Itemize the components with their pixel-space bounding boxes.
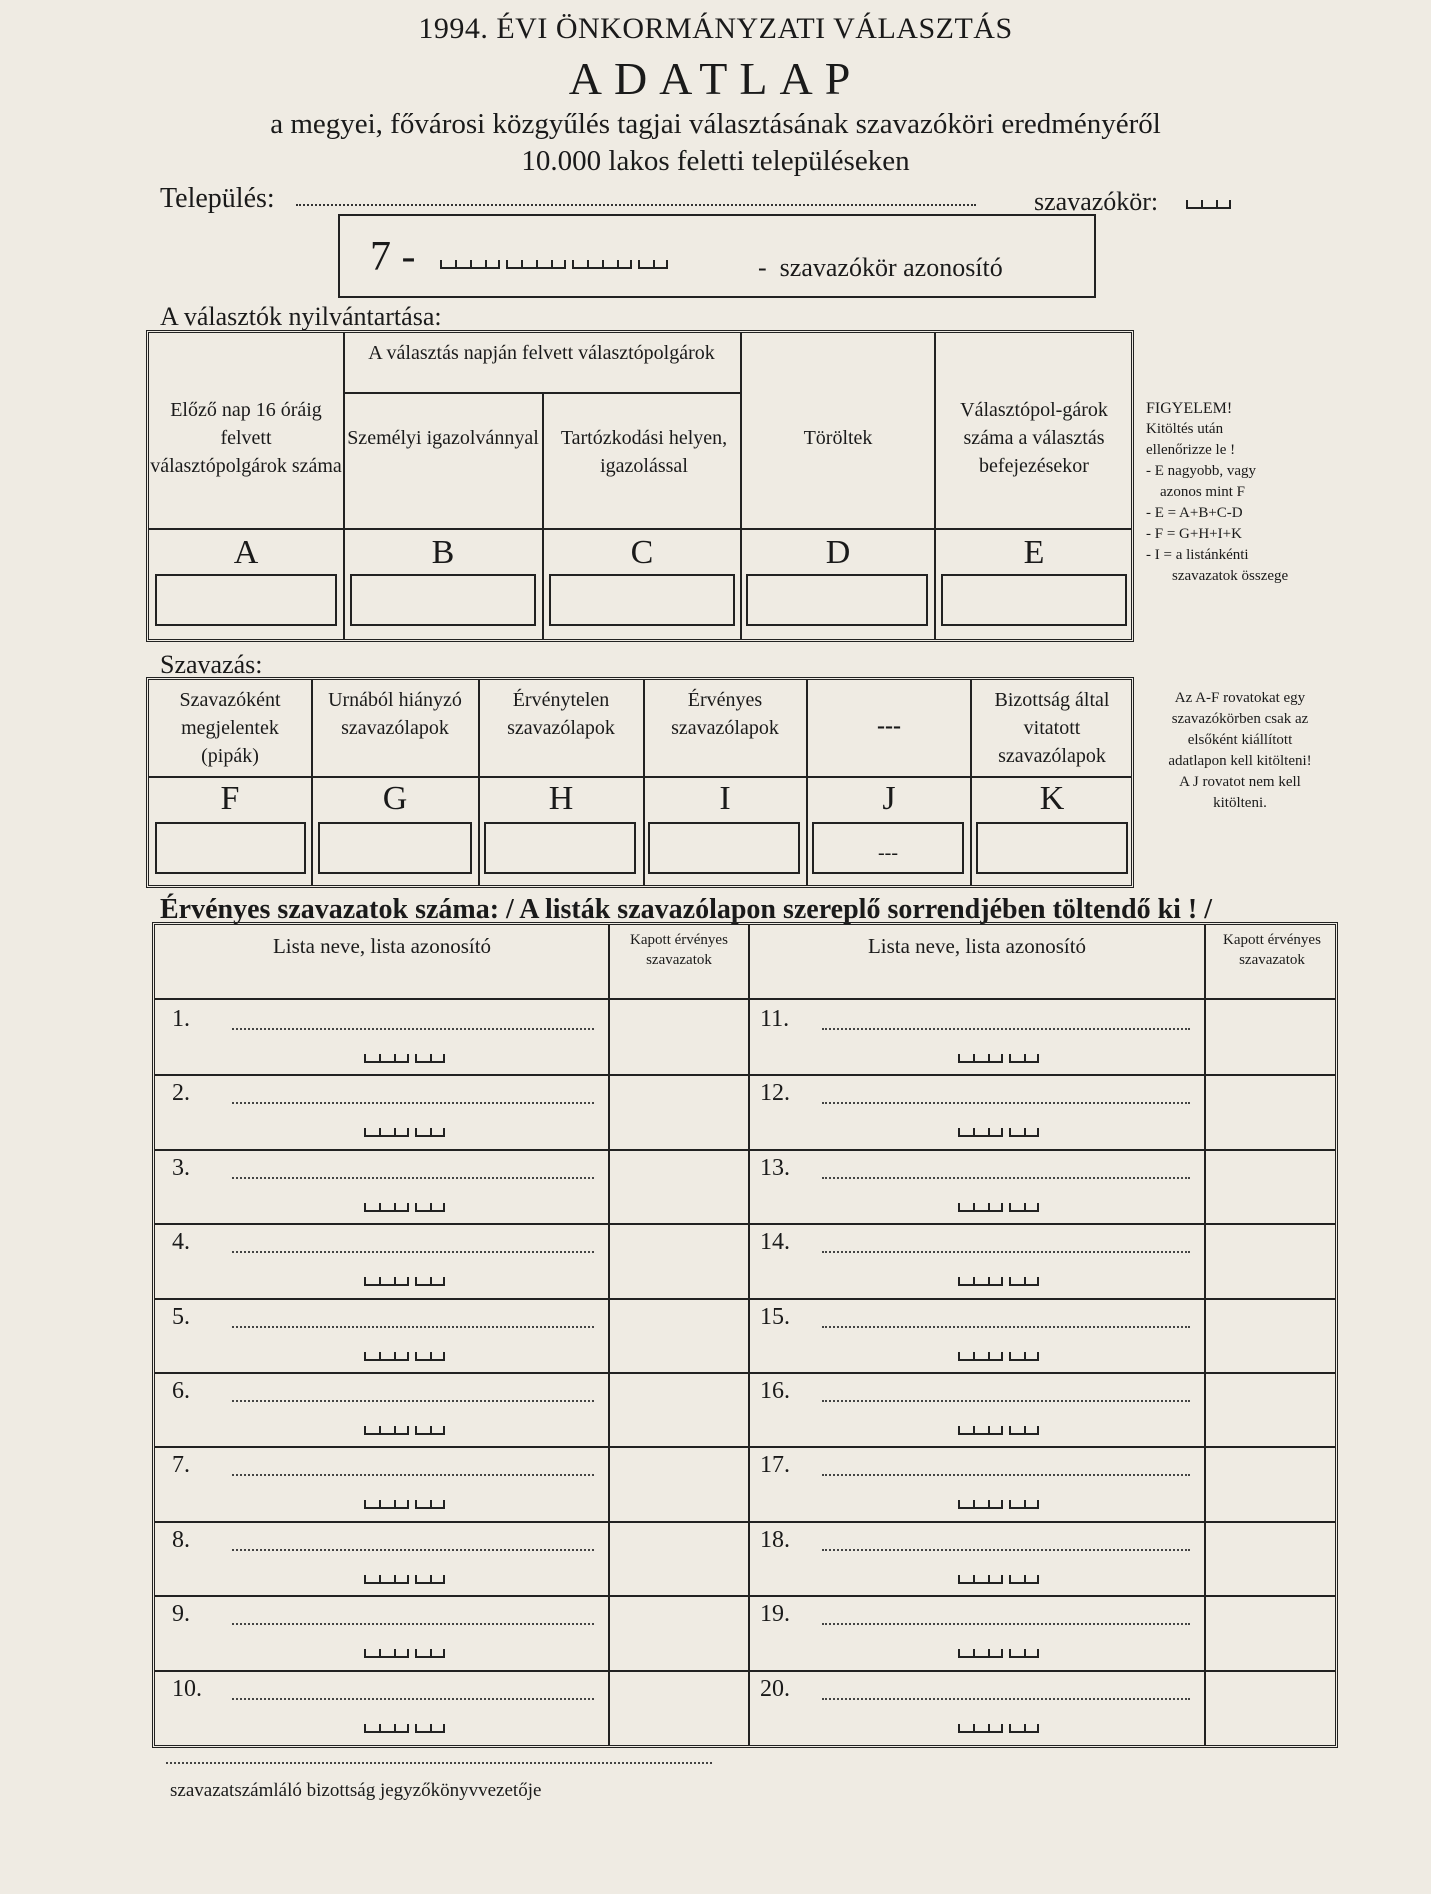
row-divider: [155, 1521, 1335, 1523]
list-id-field[interactable]: [958, 1128, 1045, 1137]
form-subtitle-population: 10.000 lakos feletti településeken: [521, 145, 910, 177]
votes-field[interactable]: [612, 1599, 744, 1665]
row-number: 6.: [172, 1378, 190, 1404]
form-year-heading: 1994. ÉVI ÖNKORMÁNYZATI VÁLASZTÁS: [418, 12, 1013, 45]
row-number: 14.: [760, 1229, 790, 1255]
row-number: 13.: [760, 1155, 790, 1181]
row-number: 18.: [760, 1527, 790, 1553]
precinct-id-label-text: szavazókör azonosító: [779, 253, 1003, 282]
precinct-id-field[interactable]: [440, 260, 674, 269]
col-f-input[interactable]: [155, 822, 306, 874]
votes-field[interactable]: [1208, 1599, 1334, 1665]
list-name-field[interactable]: [232, 1698, 594, 1700]
col-f-letter: F: [220, 780, 240, 817]
list-name-field[interactable]: [232, 1623, 594, 1625]
signature-label: szavazatszámláló bizottság jegyzőkönyvvezetője: [170, 1780, 542, 1801]
row-number: 7.: [172, 1452, 190, 1478]
list-id-field[interactable]: [364, 1426, 451, 1435]
list-name-field[interactable]: [232, 1102, 594, 1104]
row-number: 3.: [172, 1155, 190, 1181]
votes-header-right: Kapott érvényes szavazatok: [1223, 932, 1321, 968]
col-c-label: Tartózkodási helyen, igazolással: [560, 427, 728, 477]
votes-field[interactable]: [612, 1302, 744, 1368]
col-d-input[interactable]: [746, 574, 928, 626]
votes-field[interactable]: [1208, 1450, 1334, 1516]
col-i-label: Érvényes szavazólapok: [671, 689, 779, 739]
list-id-field[interactable]: [958, 1500, 1045, 1509]
votes-field[interactable]: [1208, 1227, 1334, 1293]
voting-section-title: Szavazás:: [160, 650, 263, 679]
form-title: ADATLAP: [568, 53, 863, 104]
list-id-field[interactable]: [364, 1500, 451, 1509]
row-number: 20.: [760, 1676, 790, 1702]
list-name-field[interactable]: [232, 1549, 594, 1551]
list-id-field[interactable]: [958, 1575, 1045, 1584]
col-f-label: Szavazóként megjelentek (pipák): [179, 689, 281, 767]
votes-field[interactable]: [1208, 1525, 1334, 1591]
col-j-input: [812, 822, 964, 874]
votes-field[interactable]: [1208, 1674, 1334, 1740]
col-k-letter: K: [1039, 780, 1065, 817]
registration-group-header: A választás napján felvett választópolgárok: [368, 342, 715, 364]
list-id-field[interactable]: [958, 1649, 1045, 1658]
votes-field[interactable]: [612, 1525, 744, 1591]
col-j-input-placeholder: ---: [878, 842, 898, 864]
list-name-field[interactable]: [822, 1474, 1190, 1476]
row-number: 1.: [172, 1006, 190, 1032]
col-i-letter: I: [719, 780, 731, 817]
list-id-field[interactable]: [958, 1724, 1045, 1733]
list-id-field[interactable]: [364, 1649, 451, 1658]
col-h-label: Érvénytelen szavazólapok: [507, 689, 615, 739]
col-d-letter: D: [825, 534, 851, 571]
list-id-field[interactable]: [364, 1128, 451, 1137]
votes-field[interactable]: [612, 1674, 744, 1740]
list-id-field[interactable]: [364, 1575, 451, 1584]
row-number: 2.: [172, 1080, 190, 1106]
votes-field[interactable]: [612, 1376, 744, 1442]
list-name-field[interactable]: [822, 1623, 1190, 1625]
list-name-field[interactable]: [822, 1251, 1190, 1253]
row-divider: [155, 1670, 1335, 1672]
row-number: 17.: [760, 1452, 790, 1478]
list-id-field[interactable]: [958, 1277, 1045, 1286]
registration-section-title: A választók nyilvántartása:: [160, 302, 442, 331]
list-id-field[interactable]: [364, 1054, 451, 1063]
votes-field[interactable]: [1208, 1078, 1334, 1144]
votes-field[interactable]: [612, 1227, 744, 1293]
precinct-id-label: [758, 253, 1003, 283]
col-a-letter: A: [233, 534, 259, 571]
precinct-id-prefix: 7 -: [370, 234, 416, 280]
list-name-field[interactable]: [822, 1102, 1190, 1104]
col-e-input[interactable]: [941, 574, 1127, 626]
row-number: 4.: [172, 1229, 190, 1255]
col-h-letter: H: [548, 780, 574, 817]
votes-field[interactable]: [612, 1153, 744, 1219]
list-name-field[interactable]: [232, 1251, 594, 1253]
votes-field[interactable]: [1208, 1376, 1334, 1442]
col-j-letter: J: [882, 780, 896, 817]
registration-warning-note: FIGYELEM! Kitöltés után ellenőrizze le ! - E nagyobb, vagy azonos mint F - E = A+B+C-D - F = G+H+I+K - I = a listánkénti szavazatok összege: [1146, 400, 1289, 584]
votes-field[interactable]: [1208, 1004, 1334, 1070]
row-divider: [155, 1595, 1335, 1597]
row-divider: [155, 1446, 1335, 1448]
col-g-label: Urnából hiányzó szavazólapok: [328, 689, 462, 739]
votes-header-left: Kapott érvényes szavazatok: [630, 932, 728, 968]
col-a-label: Előző nap 16 óráig felvett választópolgárok száma: [150, 399, 342, 477]
col-a-input[interactable]: [155, 574, 337, 626]
col-c-input[interactable]: [549, 574, 735, 626]
precinct-number-field[interactable]: [1186, 200, 1237, 209]
row-number: 9.: [172, 1601, 190, 1627]
col-b-input[interactable]: [350, 574, 536, 626]
col-j-label: ---: [877, 713, 901, 739]
row-number: 8.: [172, 1527, 190, 1553]
list-name-field[interactable]: [232, 1028, 594, 1030]
list-name-field[interactable]: [232, 1177, 594, 1179]
row-number: 5.: [172, 1304, 190, 1330]
col-k-input[interactable]: [976, 822, 1128, 874]
list-name-field[interactable]: [822, 1326, 1190, 1328]
row-divider: [155, 1372, 1335, 1374]
list-id-field[interactable]: [958, 1352, 1045, 1361]
list-name-field[interactable]: [822, 1400, 1190, 1402]
col-c-letter: C: [630, 534, 654, 571]
voting-instruction-note: Az A-F rovatokat egy szavazókörben csak az elsőként kiállított adatlapon kell kitölteni! A J rovatot nem kell kitölteni.: [1168, 690, 1312, 811]
settlement-field[interactable]: [296, 204, 976, 206]
row-divider: [155, 1074, 1335, 1076]
votes-field[interactable]: [1208, 1153, 1334, 1219]
col-e-label: Választópol-gárok száma a választás befejezésekor: [960, 399, 1108, 477]
list-id-field[interactable]: [364, 1277, 451, 1286]
list-id-field[interactable]: [958, 1426, 1045, 1435]
precinct-id-dash: -: [758, 253, 767, 282]
list-name-field[interactable]: [232, 1326, 594, 1328]
valid-votes-section-title: Érvényes szavazatok száma: / A listák szavazólapon szereplő sorrendjében töltendő ki ! /: [160, 894, 1213, 925]
list-name-field[interactable]: [232, 1400, 594, 1402]
col-h-input[interactable]: [484, 822, 636, 874]
col-b-label: Személyi igazolvánnyal: [347, 427, 539, 449]
row-number: 19.: [760, 1601, 790, 1627]
precinct-label: szavazókör:: [1034, 187, 1159, 216]
row-number: 12.: [760, 1080, 790, 1106]
list-id-field[interactable]: [958, 1054, 1045, 1063]
form-subtitle: a megyei, fővárosi közgyűlés tagjai választásának szavazóköri eredményéről: [270, 108, 1161, 140]
row-number: 10.: [172, 1676, 202, 1702]
row-divider: [155, 1223, 1335, 1225]
row-divider: [155, 1149, 1335, 1151]
signature-line[interactable]: [166, 1762, 712, 1764]
row-number: 15.: [760, 1304, 790, 1330]
list-name-field[interactable]: [822, 1698, 1190, 1700]
col-g-letter: G: [382, 780, 408, 817]
list-name-field[interactable]: [822, 1549, 1190, 1551]
col-g-input[interactable]: [318, 822, 472, 874]
list-name-field[interactable]: [822, 1028, 1190, 1030]
col-e-letter: E: [1023, 534, 1045, 571]
list-name-field[interactable]: [232, 1474, 594, 1476]
list-name-header-left: Lista neve, lista azonosító: [272, 934, 492, 958]
row-number: 16.: [760, 1378, 790, 1404]
votes-field[interactable]: [612, 1004, 744, 1070]
col-i-input[interactable]: [648, 822, 800, 874]
list-id-field[interactable]: [364, 1724, 451, 1733]
settlement-label: Település:: [160, 183, 275, 214]
votes-field[interactable]: [612, 1078, 744, 1144]
list-id-field[interactable]: [364, 1352, 451, 1361]
col-b-letter: B: [431, 534, 455, 571]
votes-field[interactable]: [1208, 1302, 1334, 1368]
row-number: 11.: [760, 1006, 790, 1032]
list-id-field[interactable]: [364, 1203, 451, 1212]
votes-field[interactable]: [612, 1450, 744, 1516]
list-id-field[interactable]: [958, 1203, 1045, 1212]
col-k-label: Bizottság által vitatott szavazólapok: [994, 689, 1110, 767]
list-name-header-right: Lista neve, lista azonosító: [867, 934, 1087, 958]
col-d-label: Töröltek: [803, 427, 873, 449]
list-name-field[interactable]: [822, 1177, 1190, 1179]
row-divider: [155, 1298, 1335, 1300]
